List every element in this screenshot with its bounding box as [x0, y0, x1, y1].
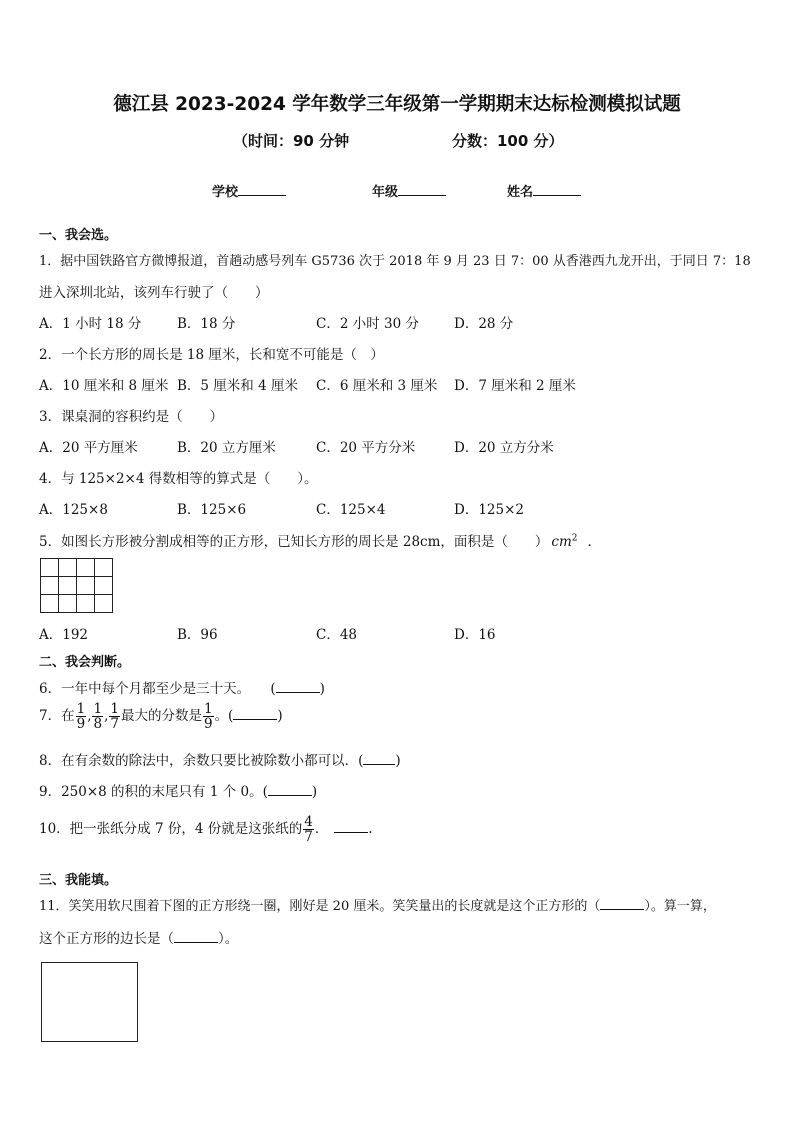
q10-text: 10．把一张纸分成 7 份，4 份就是这张纸的 [39, 821, 303, 838]
q2-text: 2．一个长方形的周长是 18 厘米，长和宽不可能是（ ） [39, 347, 384, 363]
q5-tail: ． [587, 534, 602, 550]
name-blank[interactable] [533, 182, 581, 196]
q11-end: ）。 [218, 931, 239, 947]
q5-text: 5．如图长方形被分割成相等的正方形，已知长方形的周长是 28cm，面积是（ ） [39, 534, 549, 550]
q10-answer-blank[interactable] [334, 820, 368, 833]
q3-option-a[interactable]: A．20 平方厘米 [39, 440, 138, 456]
q8-close: ) [395, 753, 401, 769]
q10-fraction: $\frac{4}{7}$ [304, 814, 313, 846]
q7-prefix: 7．在 [39, 708, 75, 725]
school-label: 学校 [212, 185, 239, 200]
q7-fraction-2: $\frac{1}{8}$ [93, 701, 103, 733]
q11-text-mid: ）。算一算， [644, 899, 716, 914]
section-2-heading: 二、我会判断。 [39, 655, 131, 670]
section-1-heading: 一、我会选。 [39, 228, 118, 243]
page-title: 德江县 2023-2024 学年数学三年级第一学期期末达标检测模拟试题 [113, 94, 681, 115]
q1-line1: 1．据中国铁路官方微博报道，首趟动感号列车 G5736 次于 2018 年 9 月 23 日 7：00 从香港西九龙开出，于同日 7：18 [39, 254, 751, 269]
q5-option-b[interactable]: B．96 [177, 627, 218, 643]
q8-answer-blank[interactable] [363, 752, 395, 765]
q1-option-c[interactable]: C．2 小时 30 分 [316, 316, 419, 332]
q7-middle: 最大的分数是 [120, 708, 202, 725]
q2-option-d[interactable]: D．7 厘米和 2 厘米 [454, 378, 576, 394]
q5-grid-figure [40, 558, 113, 613]
grade-blank[interactable] [398, 182, 446, 196]
q9-answer-blank[interactable] [268, 783, 312, 796]
q9-text: 9．250×8 的积的末尾只有 1 个 0。( [39, 784, 268, 800]
q3-option-c[interactable]: C．20 平方分米 [316, 440, 416, 456]
name-field [507, 181, 581, 200]
q9-close: ) [311, 784, 318, 800]
q9-line [39, 780, 317, 800]
q5-unit-sup: 2 [571, 533, 578, 544]
q4-option-c[interactable]: C．125×4 [316, 502, 386, 518]
q7-fraction-3: $\frac{1}{7}$ [110, 701, 119, 733]
grade-label: 年级 [372, 185, 399, 200]
q11-text-1: 11．笑笑用软尺围着下图的正方形绕一圈，刚好是 20 厘米。笑笑量出的长度就是这个正方形的（ [39, 899, 601, 914]
q11-answer-blank-1[interactable] [600, 897, 644, 910]
q10-tail: ． [314, 821, 329, 838]
q5-unit: cm [551, 534, 572, 550]
q1-option-b[interactable]: B．18 分 [177, 316, 236, 332]
q4-option-b[interactable]: B．125×6 [177, 502, 247, 518]
q7-line: 7．在 $\frac{1}{9}$ , $\frac{1}{8}$ , $\frac{1}{7}$ 最大的分数是 $\frac{1}{9}$ 。( ) [39, 701, 283, 733]
q3-option-d[interactable]: D．20 立方分米 [454, 440, 554, 456]
q10-line [39, 815, 373, 844]
q10-end: . [368, 821, 373, 838]
q1-option-a[interactable]: A．1 小时 18 分 [39, 316, 142, 332]
q4-option-a[interactable]: A．125×8 [39, 502, 108, 518]
q1-option-d[interactable]: D．28 分 [454, 316, 514, 332]
section-3-heading: 三、我能填。 [39, 873, 118, 888]
q5-option-a[interactable]: A．192 [39, 627, 89, 643]
q3-option-b[interactable]: B．20 立方厘米 [177, 440, 276, 456]
exam-time: （时间：90 分钟 [233, 132, 350, 150]
q5-text-line [39, 530, 601, 550]
q8-text: 8．在有余数的除法中，余数只要比被除数小都可以．( [39, 753, 364, 769]
q4-text: 4．与 125×2×4 得数相等的算式是（ ）。 [39, 471, 318, 487]
q11-line1 [39, 895, 716, 914]
q6-line [39, 677, 325, 697]
q6-close: ) [319, 681, 325, 697]
q11-square-figure [41, 962, 138, 1042]
q7-fraction-1: $\frac{1}{9}$ [76, 701, 86, 733]
school-blank[interactable] [238, 182, 286, 196]
school-field [212, 181, 286, 200]
grade-field [372, 181, 446, 200]
q1-line2: 进入深圳北站，该列车行驶了（ ） [39, 285, 269, 301]
exam-score: 分数：100 分） [452, 132, 564, 150]
name-label: 姓名 [507, 185, 534, 200]
q7-close: ) [277, 708, 283, 725]
q11-answer-blank-2[interactable] [174, 930, 218, 943]
q8-line [39, 749, 401, 769]
q7-tail: 。( [214, 708, 234, 725]
q11-line2 [39, 927, 238, 947]
q7-answer-blank[interactable] [233, 707, 277, 720]
q4-option-d[interactable]: D．125×2 [454, 502, 524, 518]
q6-answer-blank[interactable] [276, 680, 320, 693]
q3-text: 3．课桌洞的容积约是（ ） [39, 409, 224, 425]
q2-option-b[interactable]: B．5 厘米和 4 厘米 [177, 378, 298, 394]
q6-text: 6．一年中每个月都至少是三十天。 ( [39, 681, 276, 697]
q5-option-d[interactable]: D．16 [454, 627, 496, 643]
q2-option-c[interactable]: C．6 厘米和 3 厘米 [316, 378, 438, 394]
q11-text-2: 这个正方形的边长是（ [39, 931, 174, 947]
q2-option-a[interactable]: A．10 厘米和 8 厘米 [39, 378, 169, 394]
q7-fraction-4: $\frac{1}{9}$ [203, 701, 213, 733]
q5-option-c[interactable]: C．48 [316, 627, 358, 643]
